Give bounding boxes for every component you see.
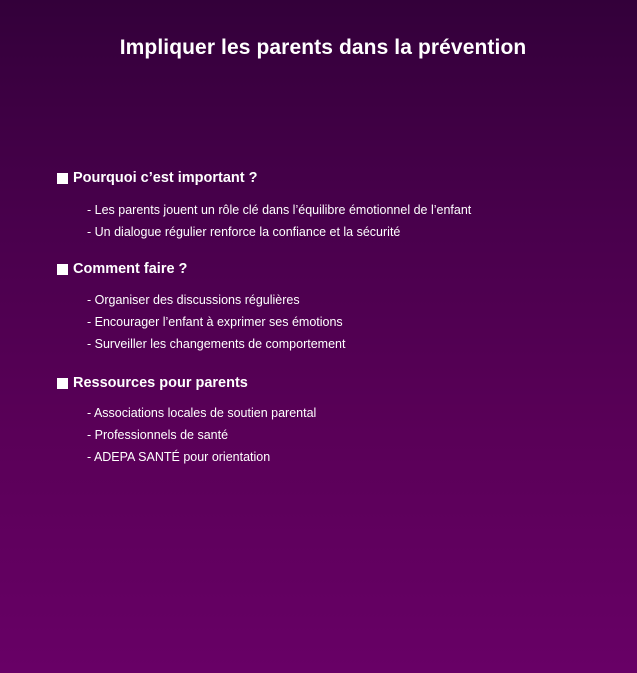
list-item: - Associations locales de soutien parental bbox=[87, 406, 317, 420]
section-heading-label: Pourquoi c’est important ? bbox=[73, 170, 258, 186]
section-heading-label: Comment faire ? bbox=[73, 261, 188, 277]
square-bullet-icon bbox=[57, 173, 68, 184]
list-item: - ADEPA SANTÉ pour orientation bbox=[87, 450, 271, 464]
list-item: - Encourager l’enfant à exprimer ses émotions bbox=[87, 315, 343, 329]
square-bullet-icon bbox=[57, 378, 68, 389]
list-item: - Un dialogue régulier renforce la confiance et la sécurité bbox=[87, 225, 401, 239]
list-item: - Organiser des discussions régulières bbox=[87, 293, 300, 307]
list-item: - Surveiller les changements de comportement bbox=[87, 337, 346, 351]
section-heading bbox=[56, 168, 471, 188]
section-comment bbox=[56, 259, 345, 358]
section-items bbox=[56, 405, 316, 470]
list-item: - Professionnels de santé bbox=[87, 428, 229, 442]
section-heading bbox=[56, 259, 345, 279]
section-ressources bbox=[56, 373, 316, 471]
square-bullet-icon bbox=[57, 264, 68, 275]
list-item: - Les parents jouent un rôle clé dans l’équilibre émotionnel de l’enfant bbox=[87, 203, 472, 217]
section-heading-label: Ressources pour parents bbox=[73, 375, 248, 391]
section-pourquoi bbox=[56, 168, 471, 246]
section-heading bbox=[56, 373, 316, 393]
section-items bbox=[56, 202, 471, 245]
section-items bbox=[56, 292, 345, 357]
slide-title: Impliquer les parents dans la prévention bbox=[119, 36, 527, 59]
